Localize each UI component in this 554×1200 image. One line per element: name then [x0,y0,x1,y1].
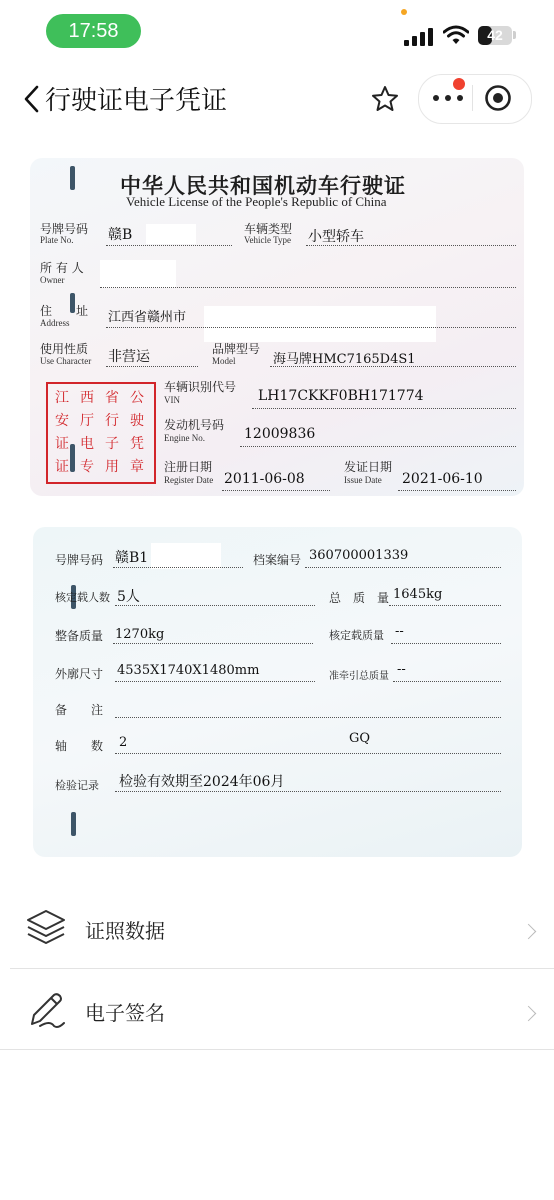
stamp-char: 电 [80,436,94,452]
stamp-char: 凭 [130,436,144,452]
model-label-cn: 品牌型号 [212,342,261,356]
plate-label-cn: 号牌号码 [40,222,89,236]
license-back-card [33,527,522,857]
redaction-box [204,306,436,342]
vin-label-en: VIN [164,395,180,405]
issue-date-label-cn: 发证日期 [344,460,393,474]
license-title-cn: 中华人民共和国机动车行驶证 [120,173,406,198]
load-capacity-label: 核定载质量 [329,629,384,642]
redaction-box [146,224,196,244]
stamp-char: 专 [80,459,94,475]
official-stamp [46,382,156,484]
field-line [115,717,501,718]
total-mass-label: 总 质 量 [329,591,390,605]
back-plate-label: 号牌号码 [55,553,104,567]
divider [10,968,554,969]
layers-icon [24,908,68,948]
field-line [252,408,516,409]
stamp-char: 西 [80,390,94,406]
vin-value: LH17CKKF0BH171774 [258,388,424,404]
field-line [391,643,501,644]
more-options-icon[interactable] [431,94,465,102]
engine-value: 12009836 [244,426,316,442]
issue-date-label-en: Issue Date [344,475,382,485]
engine-label-en: Engine No. [164,433,205,443]
towing-mass-value: -- [397,662,406,677]
menu-item-label: 证照数据 [85,919,165,943]
address-value: 江西省赣州市 [108,310,187,325]
stamp-char: 安 [55,413,69,429]
plate-value: 赣B [108,227,133,243]
issue-date-value: 2021-06-10 [402,471,483,487]
wifi-icon [443,25,469,45]
towing-mass-label: 准牵引总质量 [329,671,389,682]
license-front-card [30,158,524,496]
field-line [398,490,516,491]
stamp-char: 证 [55,459,69,475]
use-character-label-cn: 使用性质 [40,342,89,356]
signal-icon [404,28,434,46]
redaction-box [151,543,221,569]
stamp-char: 章 [130,459,144,475]
capsule-divider [472,85,473,111]
field-line [113,567,243,568]
dimensions-value: 4535X1740X1480mm [117,663,260,678]
curb-mass-value: 1270kg [115,627,165,642]
field-line [306,245,516,246]
stamp-char: 证 [55,436,69,452]
stamp-char: 驶 [130,413,144,429]
battery-tip [513,31,516,39]
passengers-label: 核定载人数 [55,591,110,604]
field-line [240,446,516,447]
stamp-char: 公 [130,390,144,406]
field-line [222,490,330,491]
inspection-value: 检验有效期至2024年06月 [119,774,285,790]
redaction-box [100,260,176,288]
inspection-label: 检验记录 [55,779,99,792]
address-label-cn: 住 址 [40,304,89,318]
register-date-label-cn: 注册日期 [164,460,213,474]
engine-label-cn: 发动机号码 [164,418,225,432]
status-time: 17:58 [46,14,141,48]
menu-item-label: 电子签名 [85,1001,165,1025]
dimensions-label: 外廓尺寸 [55,667,104,681]
field-line [115,681,315,682]
field-line [393,681,501,682]
remarks-label: 备 注 [55,703,104,717]
register-date-value: 2011-06-08 [224,471,305,487]
notification-badge [453,78,465,90]
privacy-indicator-dot [401,9,407,15]
chevron-right-icon [521,1006,537,1022]
stamp-char: 省 [105,390,119,406]
field-line [106,245,232,246]
use-character-value: 非营运 [108,349,150,365]
file-number-label: 档案编号 [253,553,302,567]
register-date-label-en: Register Date [164,475,214,485]
use-character-label-en: Use Character [40,356,92,366]
vin-label-cn: 车辆识别代号 [164,380,237,394]
security-mark [70,166,75,190]
field-line [115,605,315,606]
battery-icon [478,26,512,45]
passengers-value: 5人 [117,589,140,605]
stamp-char: 江 [55,390,69,406]
file-number-value: 360700001339 [309,548,409,563]
vehicle-type-label-cn: 车辆类型 [244,222,293,236]
battery-level: 42 [487,27,503,43]
stamp-char: 子 [105,436,119,452]
field-line [106,366,198,367]
pen-icon [24,990,68,1030]
back-chevron-icon[interactable] [22,84,40,114]
menu-item-e-signature[interactable] [0,970,554,1050]
stamp-char: 用 [105,459,119,475]
security-mark [71,812,76,836]
total-mass-value: 1645kg [393,587,443,602]
stamp-char: 厅 [80,413,94,429]
field-line [115,791,501,792]
field-line [115,753,501,754]
model-value: 海马牌HMC7165D4S1 [273,352,416,367]
divider [0,1049,554,1050]
plate-label-en: Plate No. [40,235,74,245]
close-mini-program-icon[interactable] [484,84,512,112]
model-label-en: Model [212,356,236,366]
field-line [100,287,516,288]
vehicle-type-value: 小型轿车 [308,229,364,245]
field-line [270,366,516,367]
curb-mass-label: 整备质量 [55,629,104,643]
axle-count-label: 轴 数 [55,739,104,753]
axle-count-value: 2 [119,735,128,750]
favorite-star-icon[interactable] [370,84,400,114]
axle-extra-text: GQ [349,731,371,746]
vehicle-type-label-en: Vehicle Type [244,235,291,245]
back-plate-value: 赣B1 [115,550,149,566]
license-title-en: Vehicle License of the People's Republic of China [126,194,387,209]
field-line [305,567,501,568]
field-line [113,643,313,644]
owner-label-cn: 所 有 人 [40,261,84,275]
field-line [389,605,501,606]
stamp-char: 行 [105,413,119,429]
owner-label-en: Owner [40,275,65,285]
load-capacity-value: -- [395,624,404,639]
chevron-right-icon [521,924,537,940]
address-label-en: Address [40,318,70,328]
page-title: 行驶证电子凭证 [45,86,228,116]
menu-item-license-data[interactable] [0,888,554,968]
field-line [106,327,516,328]
